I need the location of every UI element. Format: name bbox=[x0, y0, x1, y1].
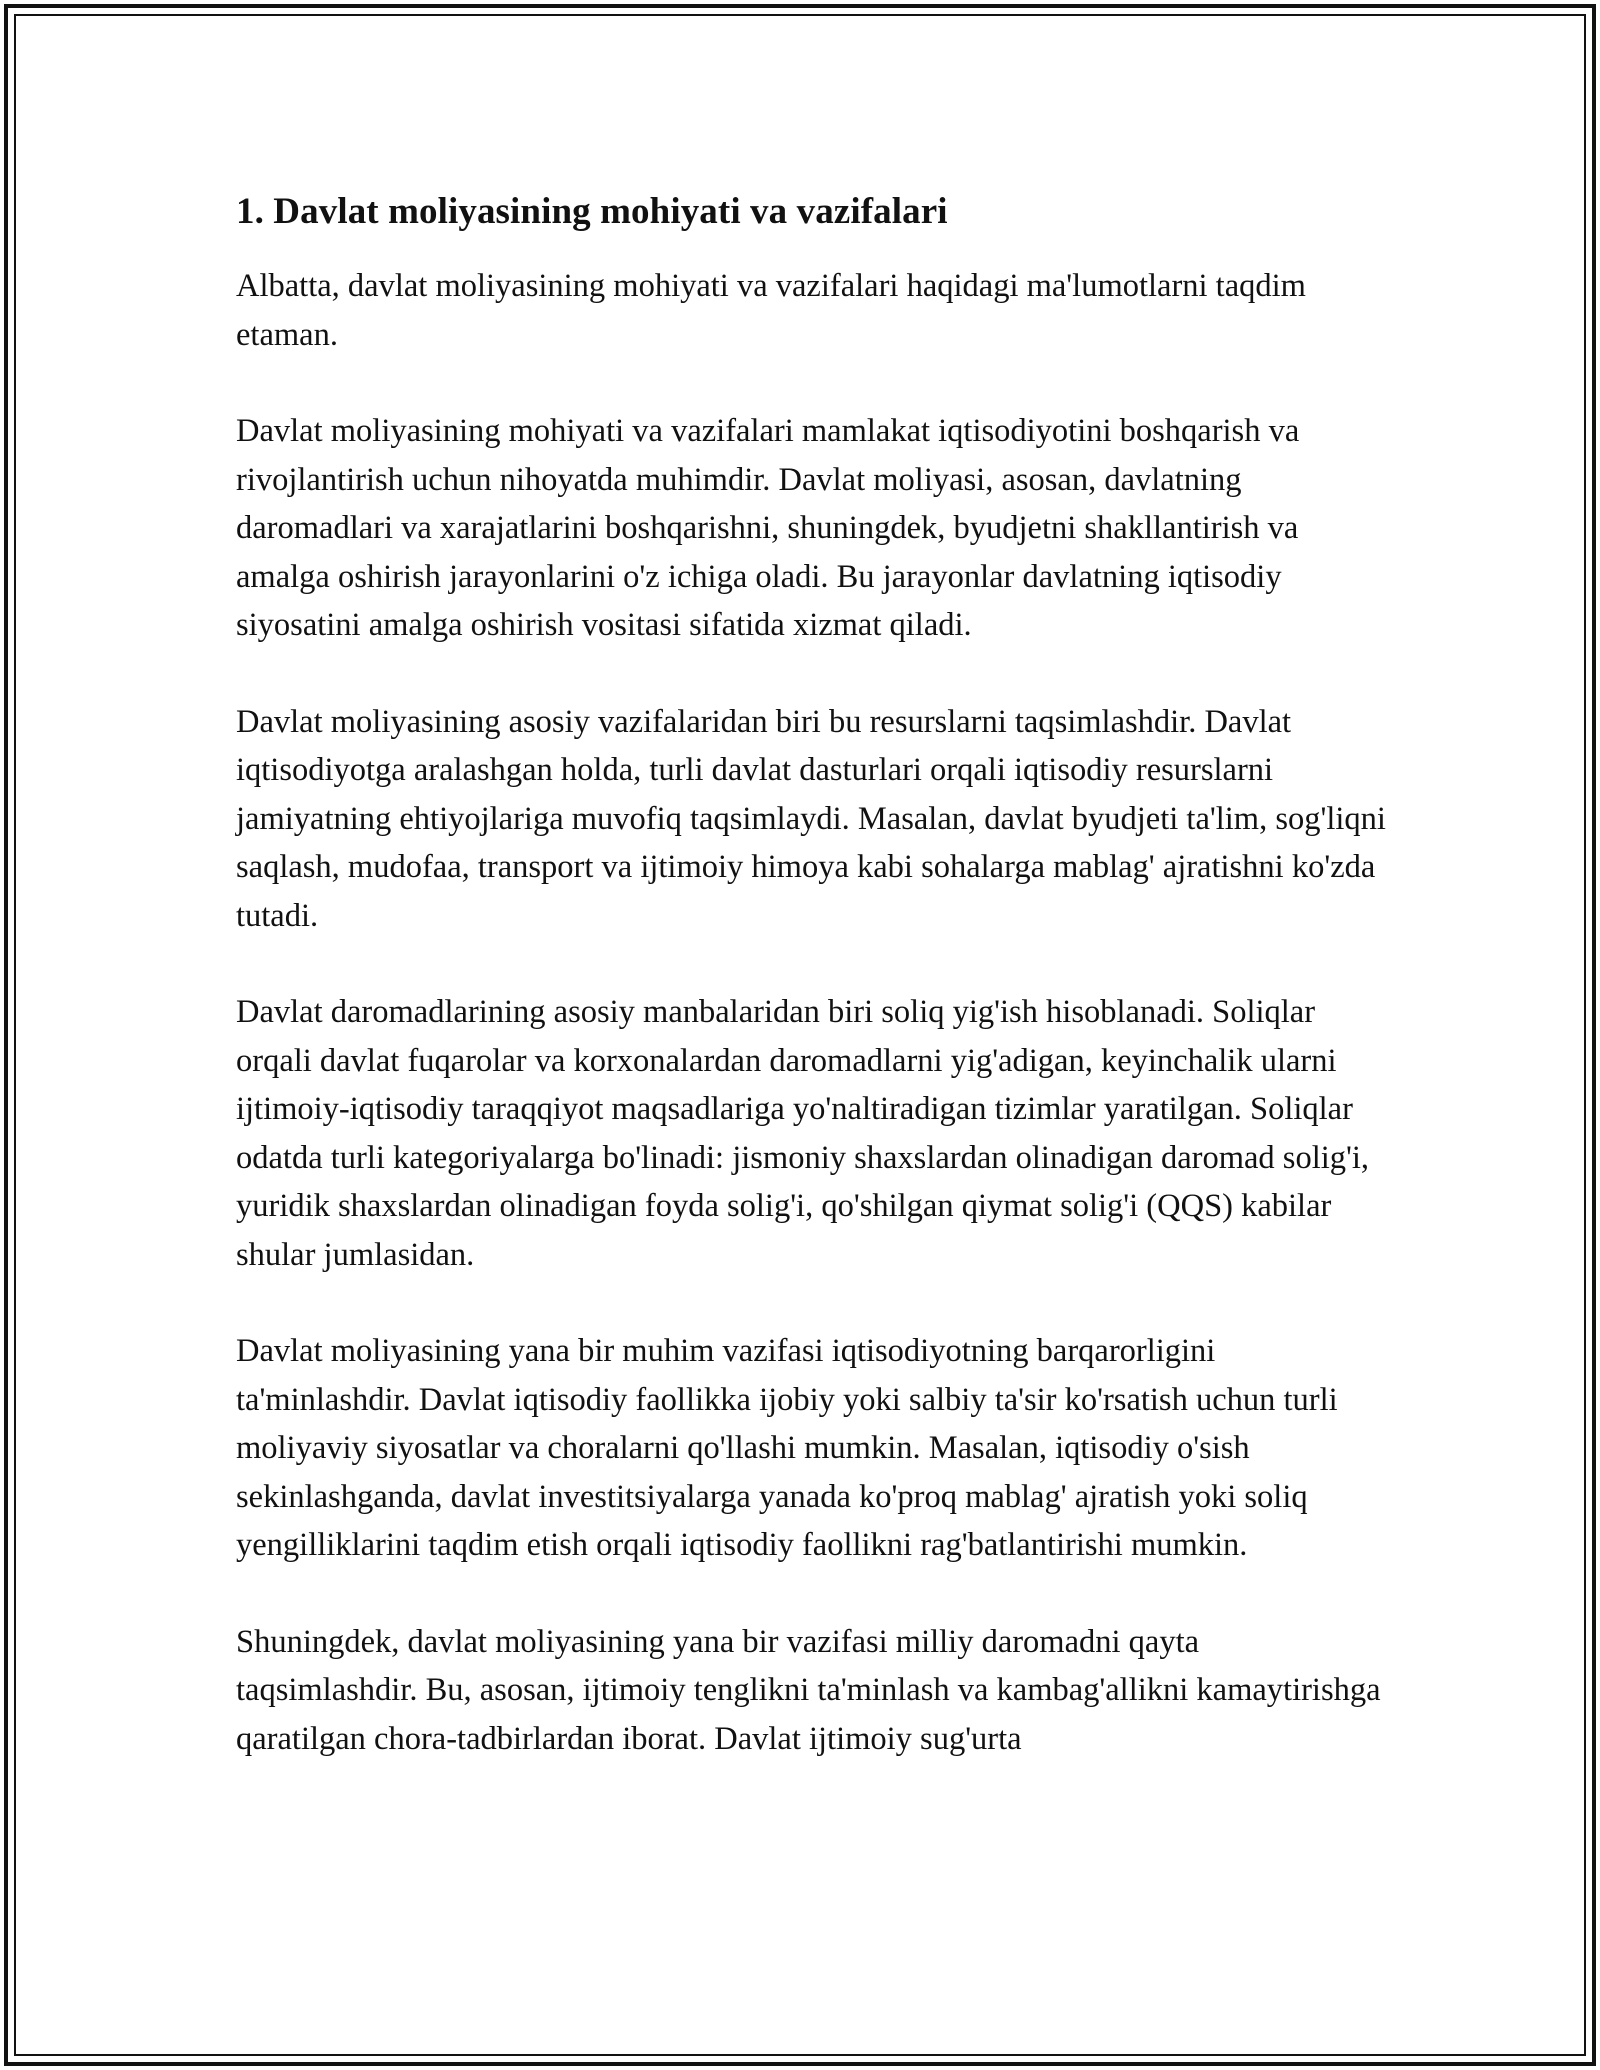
document-body bbox=[236, 184, 1386, 1811]
paragraph-redistribution: Shuningdek, davlat moliyasining yana bir vazifasi milliy daromadni qayta taqsimlashdir. Bu, asosan, ijtimoiy tenglikni ta'minlash va kambag'allikni kamaytirishga qaratilgan chora-tadbirlardan iborat. Davlat ijtimoiy sug'urta bbox=[236, 1623, 1381, 1757]
paragraph-intro: Albatta, davlat moliyasining mohiyati va vazifalari haqidagi ma'lumotlarni taqdim etaman. bbox=[236, 268, 1306, 353]
paragraph-essence: Davlat moliyasining mohiyati va vazifalari mamlakat iqtisodiyotini boshqarish va rivojlantirish uchun nihoyatda muhimdir. Davlat moliyasi, asosan, davlatning daromadlari va xarajatlarini boshqarishni, shuningdek, byudjetni shakllantirish va amalga oshirish jarayonlarini o'z ichiga oladi. Bu jarayonlar davlatning iqtisodiy siyosatini amalga oshirish vositasi sifatida xizmat qiladi. bbox=[236, 413, 1300, 643]
section-heading: 1. Davlat moliyasining mohiyati va vazifalari bbox=[236, 191, 948, 232]
paragraph-stability: Davlat moliyasining yana bir muhim vazifasi iqtisodiyotning barqarorligini ta'minlashdir. Davlat iqtisodiy faollikka ijobiy yoki salbiy ta'sir ko'rsatish uchun turli moliyaviy siyosatlar va choralarni qo'llashi mumkin. Masalan, iqtisodiy o'sish sekinlashganda, davlat investitsiyalarga yanada ko'proq mablag' ajratish yoki soliq yengilliklarini taqdim etish orqali iqtisodiy faollikni rag'batlantirishi mumkin. bbox=[236, 1333, 1338, 1563]
paragraph-resource-allocation: Davlat moliyasining asosiy vazifalaridan biri bu resurslarni taqsimlashdir. Davlat iqtisodiyotga aralashgan holda, turli davlat dasturlari orqali iqtisodiy resurslarni jamiyatning ehtiyojlariga muvofiq taqsimlaydi. Masalan, davlat byudjeti ta'lim, sog'liqni saqlash, mudofaa, transport va ijtimoiy himoya kabi sohalarga mablag' ajratishni ko'zda tutadi. bbox=[236, 703, 1386, 934]
paragraph-tax-revenue: Davlat daromadlarining asosiy manbalaridan biri soliq yig'ish hisoblanadi. Soliqlar orqali davlat fuqarolar va korxonalardan daromadlarni yig'adigan, keyinchalik ularni ijtimoiy-iqtisodiy taraqqiyot maqsadlariga yo'naltiradigan tizimlar yaratilgan. Soliqlar odatda turli kategoriyalarga bo'linadi: jismoniy shaxslardan olinadigan daromad solig'i, yuridik shaxslardan olinadigan foyda solig'i, qo'shilgan qiymat solig'i (QQS) kabilar shular jumlasidan. bbox=[236, 994, 1370, 1273]
